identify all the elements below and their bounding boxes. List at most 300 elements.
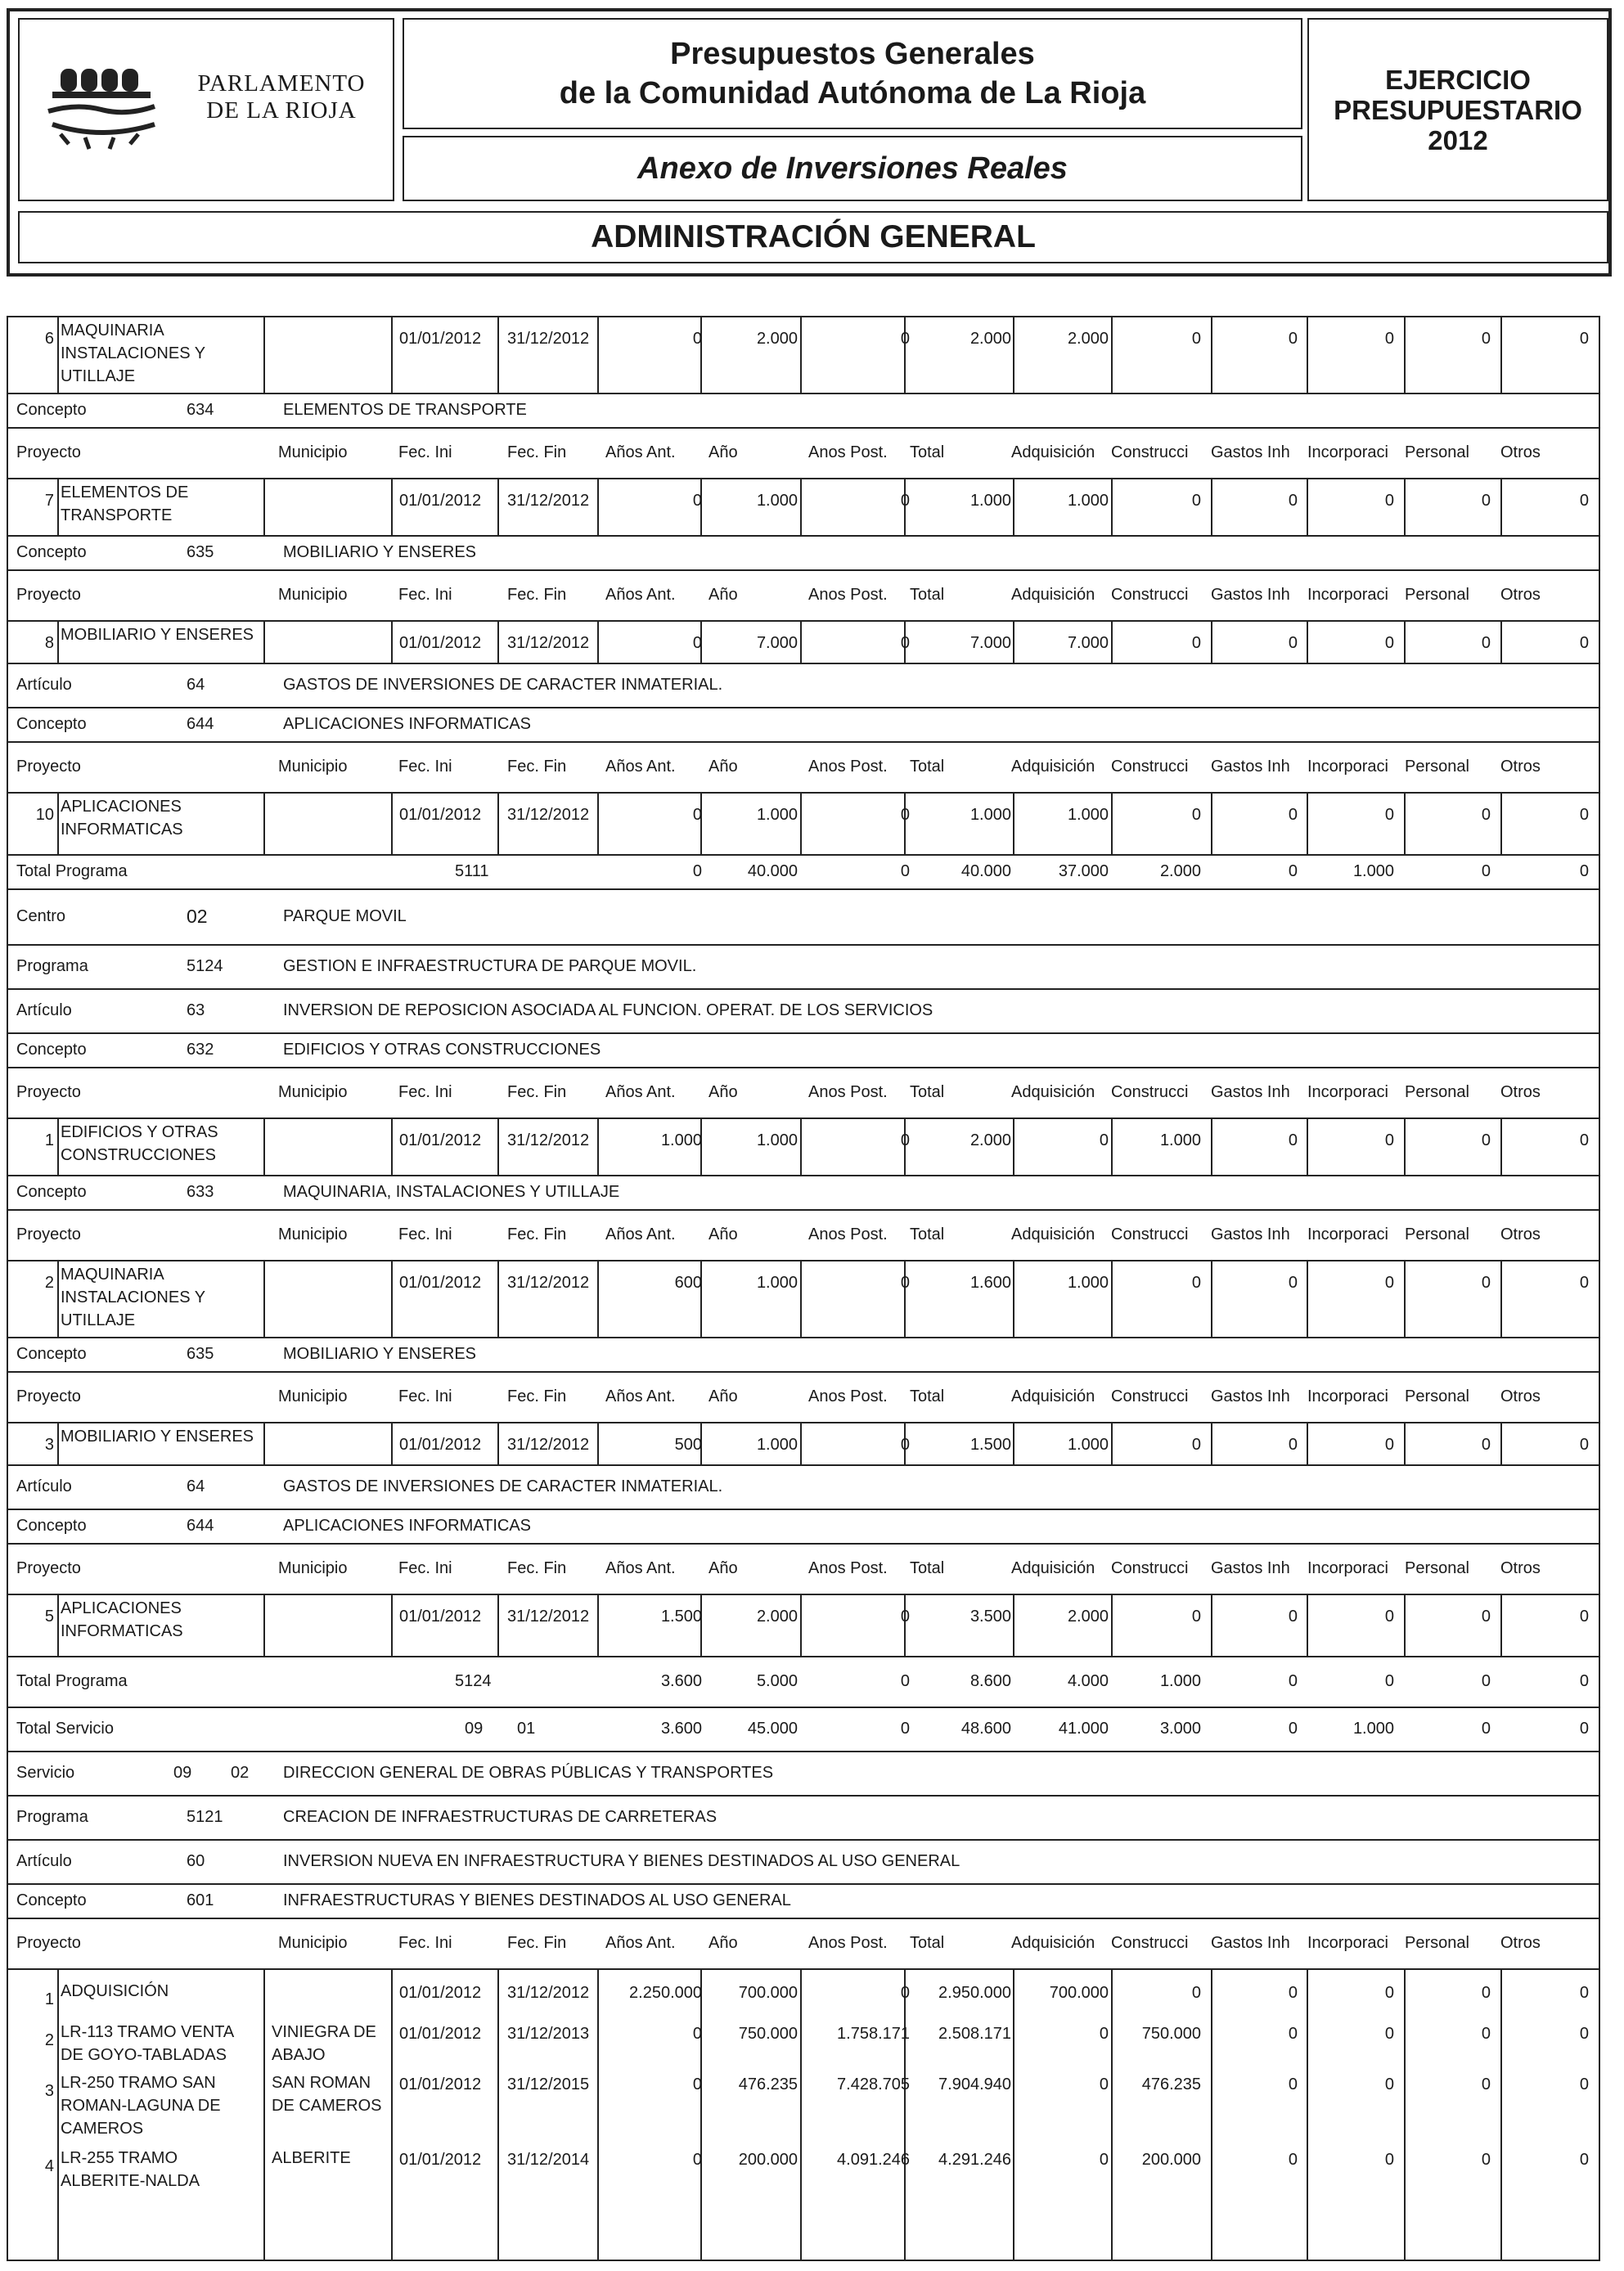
start-date: 01/01/2012 [399, 2075, 482, 2093]
end-date: 31/12/2013 [507, 2025, 590, 2043]
value-cell: 0 [1384, 2025, 1394, 2043]
value-cell: 0 [900, 806, 910, 824]
value-cell: 0 [900, 330, 910, 348]
value-cell: 1.600 [969, 1274, 1011, 1292]
project-name: MAQUINARIA INSTALACIONES Y UTILLAJE [61, 322, 206, 385]
value-cell: 4.291.246 [938, 2151, 1011, 2169]
column-header: Fec. Fin [507, 1225, 567, 1243]
group-description: GESTION E INFRAESTRUCTURA DE PARQUE MOVIL. [283, 957, 697, 975]
cell-divider [904, 1968, 906, 2261]
start-date: 01/01/2012 [399, 806, 482, 824]
group-label: Servicio [16, 1764, 75, 1782]
cell-divider [263, 1118, 265, 1175]
cell-divider [700, 316, 702, 393]
value-cell: 5.000 [756, 1672, 798, 1690]
project-number: 3 [44, 1436, 54, 1454]
value-cell: 0 [1579, 492, 1589, 510]
column-header: Fec. Fin [507, 1934, 567, 1952]
value-cell: 0 [1481, 1131, 1491, 1149]
cell-divider [497, 792, 499, 854]
cell-divider [263, 620, 265, 663]
value-cell: 0 [1481, 1672, 1491, 1690]
value-cell: 2.000 [756, 1608, 798, 1626]
group-code: 633 [187, 1183, 214, 1201]
project-name: EDIFICIOS Y OTRAS CONSTRUCCIONES [61, 1123, 218, 1164]
value-cell: 0 [692, 2075, 702, 2093]
cell-divider [57, 316, 59, 393]
cell-divider [1404, 316, 1406, 393]
cell-divider [904, 316, 906, 393]
value-cell: 0 [692, 330, 702, 348]
value-cell: 0 [900, 1984, 910, 2002]
cell-divider [1404, 1260, 1406, 1337]
group-code: 5121 [187, 1808, 223, 1826]
column-header: Otros [1500, 586, 1541, 604]
column-header: Personal [1405, 586, 1469, 604]
column-header: Construcci [1111, 1934, 1189, 1952]
value-cell: 0 [1384, 2075, 1394, 2093]
budget-title-box [403, 18, 1302, 129]
value-cell: 1.000 [756, 1274, 798, 1292]
project-number: 10 [35, 806, 54, 824]
value-cell: 0 [900, 862, 910, 880]
group-code: 635 [187, 1345, 214, 1363]
value-cell: 0 [1288, 1274, 1298, 1292]
column-header: Incorporaci [1307, 1934, 1388, 1952]
column-header: Anos Post. [808, 1225, 888, 1243]
value-cell: 0 [1481, 1436, 1491, 1454]
column-header: Año [709, 1559, 738, 1577]
column-header: Adquisición [1011, 443, 1095, 461]
value-cell: 1.000 [756, 806, 798, 824]
group-code-2: 02 [231, 1764, 250, 1782]
group-code: 632 [187, 1041, 214, 1059]
group-label: Programa [16, 1808, 88, 1826]
cell-divider [263, 478, 265, 535]
column-header: Fec. Ini [398, 1387, 452, 1405]
group-code: 02 [187, 906, 208, 927]
value-cell: 7.904.940 [938, 2075, 1011, 2093]
value-cell: 7.000 [969, 634, 1011, 652]
value-cell: 0 [1579, 2025, 1589, 2043]
value-cell: 0 [900, 1672, 910, 1690]
cell-divider [391, 478, 393, 535]
column-header: Adquisición [1011, 1387, 1095, 1405]
project-row-top [7, 620, 1600, 622]
annex-box [403, 136, 1302, 201]
cell-divider [800, 316, 802, 393]
value-cell: 1.000 [1352, 1720, 1394, 1738]
end-date: 31/12/2012 [507, 1984, 590, 2002]
value-cell: 2.000 [1067, 1608, 1109, 1626]
project-municipality: VINIEGRA DE ABAJO [272, 2023, 376, 2064]
value-cell: 0 [900, 634, 910, 652]
value-cell: 0 [1288, 2075, 1298, 2093]
start-date: 01/01/2012 [399, 1131, 482, 1149]
value-cell: 1.000 [1067, 1274, 1109, 1292]
group-label: Artículo [16, 1852, 72, 1870]
cell-divider [1307, 316, 1308, 393]
value-cell: 0 [1191, 806, 1201, 824]
value-cell: 2.950.000 [938, 1984, 1011, 2002]
column-header: Años Ant. [605, 1934, 676, 1952]
column-header: Gastos Inh [1211, 443, 1290, 461]
group-divider [7, 663, 1600, 664]
value-cell: 7.000 [1067, 634, 1109, 652]
cell-divider [57, 1260, 59, 1337]
column-header: Personal [1405, 443, 1469, 461]
column-header: Construcci [1111, 443, 1189, 461]
value-cell: 0 [1579, 862, 1589, 880]
column-header: Incorporaci [1307, 443, 1388, 461]
value-cell: 0 [1384, 1274, 1394, 1292]
value-cell: 0 [1579, 806, 1589, 824]
project-row-top [7, 1118, 1600, 1119]
value-cell: 0 [1579, 1672, 1589, 1690]
group-description: APLICACIONES INFORMATICAS [283, 1517, 532, 1535]
group-code: 64 [187, 676, 205, 694]
value-cell: 0 [1099, 2151, 1109, 2169]
group-code: 63 [187, 1001, 205, 1019]
project-municipality: ALBERITE [272, 2149, 351, 2167]
column-header: Incorporaci [1307, 1083, 1388, 1101]
column-header: Fec. Fin [507, 758, 567, 776]
project-name: LR-113 TRAMO VENTA DE GOYO-TABLADAS [61, 2023, 235, 2064]
column-header: Total [910, 443, 945, 461]
value-cell: 0 [1579, 2075, 1589, 2093]
value-cell: 600 [674, 1274, 702, 1292]
project-name: APLICACIONES INFORMATICAS [61, 798, 183, 839]
group-label: Concepto [16, 543, 87, 561]
cell-divider [263, 1968, 265, 2261]
value-cell: 0 [1384, 330, 1394, 348]
annex-title: Anexo de Inversiones Reales [637, 151, 1068, 186]
value-cell: 0 [1384, 1672, 1394, 1690]
cell-divider [904, 1260, 906, 1337]
value-cell: 0 [1481, 1720, 1491, 1738]
value-cell: 0 [1288, 1608, 1298, 1626]
total-label: Total Programa [16, 862, 128, 880]
cell-divider [1211, 316, 1212, 393]
group-divider [7, 1795, 1600, 1797]
column-header: Otros [1500, 1083, 1541, 1101]
cell-divider [800, 1968, 802, 2261]
value-cell: 0 [1579, 1608, 1589, 1626]
value-cell: 1.000 [1159, 1131, 1201, 1149]
start-date: 01/01/2012 [399, 492, 482, 510]
value-cell: 0 [1191, 1608, 1201, 1626]
total-ref: 09 [465, 1720, 484, 1738]
group-code: 634 [187, 401, 214, 419]
value-cell: 3.600 [660, 1672, 702, 1690]
cell-divider [1111, 1260, 1113, 1337]
end-date: 31/12/2012 [507, 1608, 590, 1626]
value-cell: 1.000 [1159, 1672, 1201, 1690]
column-header: Fec. Ini [398, 586, 452, 604]
group-description: MAQUINARIA, INSTALACIONES Y UTILLAJE [283, 1183, 620, 1201]
group-code: 644 [187, 715, 214, 733]
group-divider [7, 988, 1600, 990]
value-cell: 0 [1481, 2151, 1491, 2169]
column-header: Gastos Inh [1211, 1934, 1290, 1952]
value-cell: 1.000 [1067, 492, 1109, 510]
value-cell: 0 [1384, 634, 1394, 652]
group-divider [7, 1209, 1600, 1211]
column-header: Anos Post. [808, 1934, 888, 1952]
project-number: 6 [44, 330, 54, 348]
value-cell: 0 [1099, 1131, 1109, 1149]
value-cell: 1.000 [660, 1131, 702, 1149]
group-label: Artículo [16, 676, 72, 694]
cell-divider [391, 1260, 393, 1337]
fiscal-year-line1: EJERCICIO [1385, 64, 1531, 95]
cell-divider [700, 1260, 702, 1337]
column-header: Proyecto [16, 1387, 81, 1405]
project-row-top [7, 1422, 1600, 1423]
project-row-top [7, 1260, 1600, 1261]
group-description: CREACION DE INFRAESTRUCTURAS DE CARRETERAS [283, 1808, 718, 1826]
value-cell: 3.000 [1159, 1720, 1201, 1738]
group-code: 64 [187, 1477, 205, 1495]
column-header: Adquisición [1011, 1225, 1095, 1243]
end-date: 31/12/2012 [507, 330, 590, 348]
cell-divider [800, 1260, 802, 1337]
cell-divider [391, 792, 393, 854]
column-header: Adquisición [1011, 586, 1095, 604]
group-label: Concepto [16, 1183, 87, 1201]
value-cell: 0 [1288, 862, 1298, 880]
column-header: Anos Post. [808, 1387, 888, 1405]
value-cell: 0 [1481, 1984, 1491, 2002]
value-cell: 0 [1384, 1436, 1394, 1454]
column-header: Adquisición [1011, 1083, 1095, 1101]
cell-divider [497, 620, 499, 663]
cell-divider [1211, 1968, 1212, 2261]
group-divider [7, 535, 1600, 537]
group-label: Programa [16, 957, 88, 975]
group-description: DIRECCION GENERAL DE OBRAS PÚBLICAS Y TRANSPORTES [283, 1764, 774, 1782]
value-cell: 0 [1384, 806, 1394, 824]
column-header: Proyecto [16, 1934, 81, 1952]
cell-divider [1013, 316, 1014, 393]
column-header: Año [709, 1934, 738, 1952]
group-description: INFRAESTRUCTURAS Y BIENES DESTINADOS AL USO GENERAL [283, 1891, 791, 1909]
value-cell: 0 [1579, 1131, 1589, 1149]
value-cell: 0 [900, 1131, 910, 1149]
cell-divider [700, 1968, 702, 2261]
value-cell: 1.000 [756, 492, 798, 510]
value-cell: 41.000 [1058, 1720, 1109, 1738]
group-divider [7, 427, 1600, 429]
value-cell: 500 [674, 1436, 702, 1454]
cell-divider [497, 1260, 499, 1337]
value-cell: 0 [1191, 1436, 1201, 1454]
column-header: Fec. Ini [398, 758, 452, 776]
project-name: ADQUISICIÓN [61, 1982, 169, 2000]
column-header: Municipio [278, 1387, 348, 1405]
column-header: Gastos Inh [1211, 1387, 1290, 1405]
fiscal-year-line2: PRESUPUESTARIO [1334, 94, 1582, 125]
parliament-logo-box [18, 18, 394, 201]
value-cell: 0 [1579, 1984, 1589, 2002]
end-date: 31/12/2015 [507, 2075, 590, 2093]
cell-divider [263, 1422, 265, 1464]
column-header: Años Ant. [605, 443, 676, 461]
project-number: 7 [44, 492, 54, 510]
column-header: Años Ant. [605, 1559, 676, 1577]
total-ref-2: 01 [517, 1720, 536, 1738]
value-cell: 2.000 [969, 330, 1011, 348]
cell-divider [263, 316, 265, 393]
value-cell: 0 [1288, 634, 1298, 652]
cell-divider [57, 1968, 59, 2261]
group-description: EDIFICIOS Y OTRAS CONSTRUCCIONES [283, 1041, 601, 1059]
column-header: Incorporaci [1307, 758, 1388, 776]
column-header: Otros [1500, 758, 1541, 776]
value-cell: 750.000 [1141, 2025, 1201, 2043]
end-date: 31/12/2014 [507, 2151, 590, 2169]
group-description: MOBILIARIO Y ENSERES [283, 543, 477, 561]
value-cell: 48.600 [960, 1720, 1011, 1738]
cell-divider [1111, 1968, 1113, 2261]
column-header: Gastos Inh [1211, 1559, 1290, 1577]
end-date: 31/12/2012 [507, 1274, 590, 1292]
value-cell: 0 [1191, 330, 1201, 348]
column-header: Año [709, 443, 738, 461]
end-date: 31/12/2012 [507, 634, 590, 652]
column-header: Incorporaci [1307, 1559, 1388, 1577]
column-header: Construcci [1111, 1559, 1189, 1577]
value-cell: 0 [1384, 1984, 1394, 2002]
value-cell: 700.000 [1049, 1984, 1109, 2002]
value-cell: 1.500 [660, 1608, 702, 1626]
cell-divider [57, 792, 59, 854]
column-header: Gastos Inh [1211, 586, 1290, 604]
column-header: Total [910, 1559, 945, 1577]
group-description: MOBILIARIO Y ENSERES [283, 1345, 477, 1363]
column-header: Fec. Fin [507, 443, 567, 461]
column-header: Proyecto [16, 1083, 81, 1101]
total-row-top [7, 1656, 1600, 1657]
cell-divider [391, 316, 393, 393]
value-cell: 40.000 [747, 862, 798, 880]
cell-divider [497, 1968, 499, 2261]
column-header: Total [910, 1934, 945, 1952]
column-header: Año [709, 1083, 738, 1101]
cell-divider [1307, 1260, 1308, 1337]
section-title: ADMINISTRACIÓN GENERAL [591, 219, 1036, 254]
column-header: Fec. Fin [507, 586, 567, 604]
total-ref: 5124 [455, 1672, 492, 1690]
column-header: Proyecto [16, 1225, 81, 1243]
value-cell: 0 [1288, 2025, 1298, 2043]
parliament-name-line1: PARLAMENTO [197, 70, 366, 97]
column-header: Fec. Ini [398, 1225, 452, 1243]
group-description: INVERSION NUEVA EN INFRAESTRUCTURA Y BIENES DESTINADOS AL USO GENERAL [283, 1852, 960, 1870]
end-date: 31/12/2012 [507, 492, 590, 510]
value-cell: 45.000 [747, 1720, 798, 1738]
value-cell: 0 [1288, 1436, 1298, 1454]
value-cell: 0 [1099, 2075, 1109, 2093]
column-header: Personal [1405, 1934, 1469, 1952]
group-code: 5124 [187, 957, 223, 975]
group-label: Artículo [16, 1001, 72, 1019]
value-cell: 0 [1481, 492, 1491, 510]
group-label: Concepto [16, 401, 87, 419]
value-cell: 0 [900, 1608, 910, 1626]
value-cell: 4.000 [1067, 1672, 1109, 1690]
value-cell: 0 [1384, 492, 1394, 510]
value-cell: 476.235 [1141, 2075, 1201, 2093]
column-header: Años Ant. [605, 758, 676, 776]
cell-divider [263, 1594, 265, 1656]
group-label: Concepto [16, 1041, 87, 1059]
column-header: Municipio [278, 1225, 348, 1243]
column-header: Otros [1500, 1559, 1541, 1577]
group-code: 601 [187, 1891, 214, 1909]
group-label: Concepto [16, 1891, 87, 1909]
column-header: Municipio [278, 586, 348, 604]
project-number: 2 [44, 2031, 54, 2049]
cell-divider [57, 1594, 59, 1656]
group-divider [7, 1839, 1600, 1841]
start-date: 01/01/2012 [399, 1984, 482, 2002]
budget-title-line1: Presupuestos Generales [670, 37, 1035, 71]
section-title-box [18, 211, 1608, 263]
value-cell: 0 [1579, 634, 1589, 652]
column-header: Municipio [278, 1083, 348, 1101]
group-label: Centro [16, 907, 66, 925]
column-header: Incorporaci [1307, 586, 1388, 604]
value-cell: 1.000 [756, 1131, 798, 1149]
value-cell: 0 [1579, 1436, 1589, 1454]
group-divider [7, 1067, 1600, 1068]
start-date: 01/01/2012 [399, 2025, 482, 2043]
value-cell: 0 [1288, 330, 1298, 348]
column-header: Años Ant. [605, 1083, 676, 1101]
group-description: INVERSION DE REPOSICION ASOCIADA AL FUNCION. OPERAT. DE LOS SERVICIOS [283, 1001, 933, 1019]
value-cell: 0 [692, 492, 702, 510]
value-cell: 0 [1288, 1672, 1298, 1690]
group-description: ELEMENTOS DE TRANSPORTE [283, 401, 527, 419]
column-header: Adquisición [1011, 758, 1095, 776]
group-divider [7, 569, 1600, 571]
group-code: 644 [187, 1517, 214, 1535]
cell-divider [497, 478, 499, 535]
cell-divider [1404, 1968, 1406, 2261]
value-cell: 476.235 [738, 2075, 798, 2093]
project-name: MOBILIARIO Y ENSERES [61, 1428, 254, 1446]
column-header: Fec. Ini [398, 1083, 452, 1101]
cell-divider [1013, 1968, 1014, 2261]
column-header: Construcci [1111, 1387, 1189, 1405]
value-cell: 2.000 [756, 330, 798, 348]
column-header: Adquisición [1011, 1559, 1095, 1577]
group-divider [7, 393, 1600, 394]
project-name: APLICACIONES INFORMATICAS [61, 1599, 183, 1640]
value-cell: 1.000 [1352, 862, 1394, 880]
project-number: 5 [44, 1608, 54, 1626]
column-header: Construcci [1111, 1083, 1189, 1101]
group-divider [7, 1371, 1600, 1373]
column-header: Municipio [278, 443, 348, 461]
column-header: Adquisición [1011, 1934, 1095, 1952]
column-header: Municipio [278, 758, 348, 776]
cell-divider [1111, 316, 1113, 393]
fiscal-year-value: 2012 [1428, 124, 1488, 155]
value-cell: 0 [1288, 1720, 1298, 1738]
value-cell: 40.000 [960, 862, 1011, 880]
